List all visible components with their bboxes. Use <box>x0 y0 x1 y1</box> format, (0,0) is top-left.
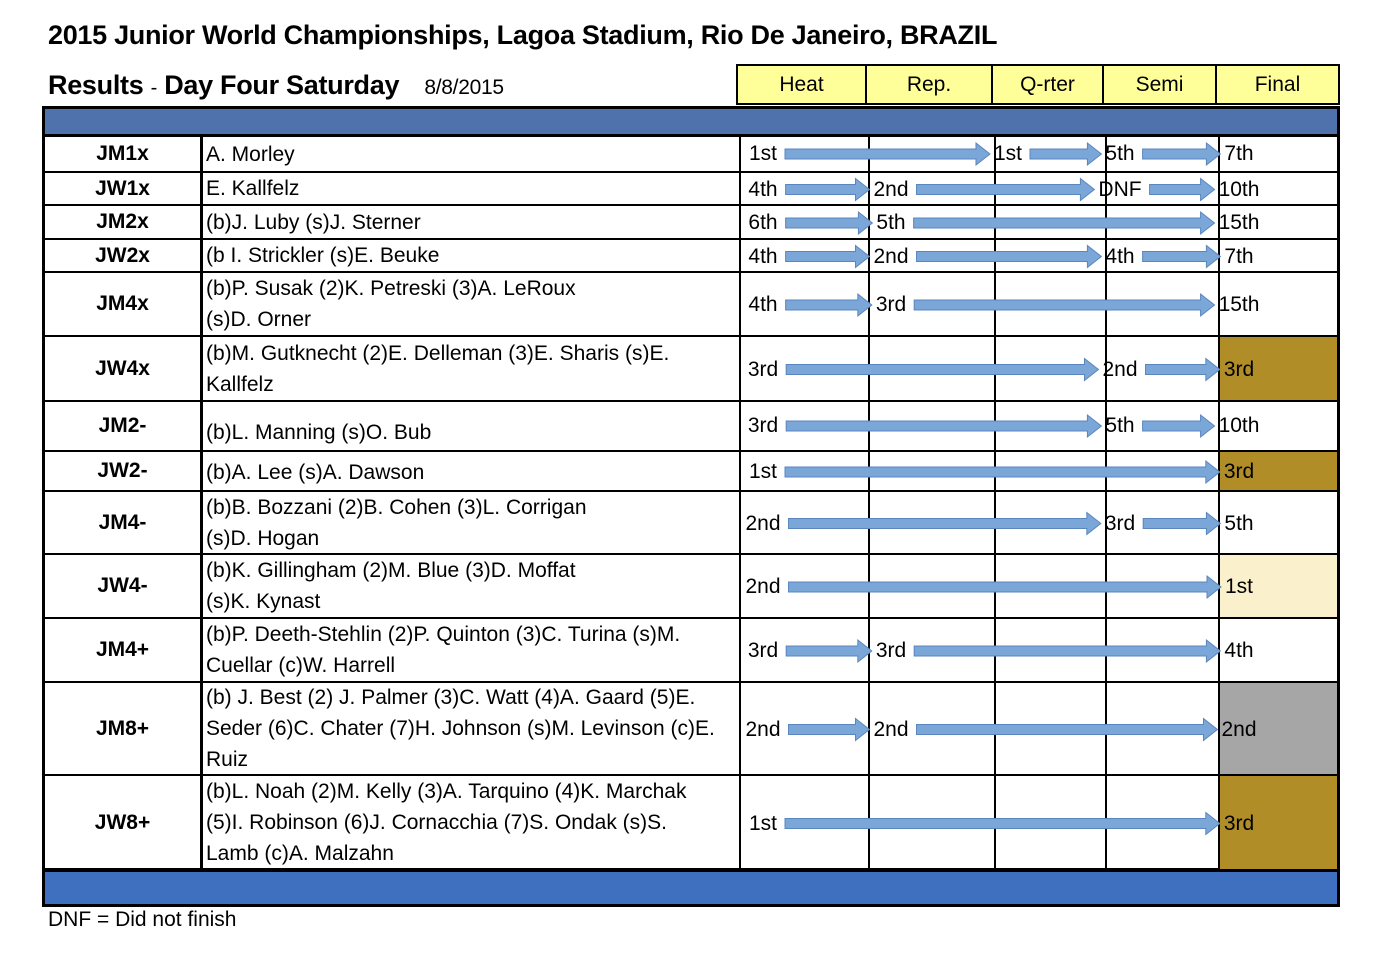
event-code: JW4- <box>97 574 148 597</box>
final-result: 3rd <box>1223 460 1255 483</box>
rep-cell <box>868 776 994 869</box>
crew-line: (b) J. Best (2) J. Palmer (3)C. Watt (4)A. Gaard (5)E. <box>206 686 696 709</box>
table-row <box>45 204 1337 238</box>
event-code: JM2- <box>98 414 147 437</box>
crew-line: (s)D. Orner <box>206 308 311 331</box>
crew-cell <box>200 273 739 335</box>
table-row <box>45 681 1337 774</box>
table-row <box>45 450 1337 490</box>
rep-cell <box>868 137 994 171</box>
table-row <box>45 137 1337 171</box>
crew-cell <box>200 683 739 774</box>
crew-line: Ruiz <box>206 748 249 771</box>
rep-result: 3rd <box>875 639 907 662</box>
final-result: 3rd <box>1223 811 1255 835</box>
table-row <box>45 774 1337 869</box>
crew-cell <box>200 206 739 238</box>
rep-cell <box>868 402 994 450</box>
crew-line: (b I. Strickler (s)E. Beuke <box>206 244 440 267</box>
final-result: 3rd <box>1223 357 1255 381</box>
crew-line: Seder (6)C. Chater (7)H. Johnson (s)M. Levinson (c)E. <box>206 717 715 740</box>
final-result: 15th <box>1218 211 1260 234</box>
crew-line: (b)J. Luby (s)J. Sterner <box>206 210 421 234</box>
qrter-cell <box>994 683 1105 774</box>
subtitle-date: 8/8/2015 <box>424 76 504 99</box>
final-result: 1st <box>1224 575 1254 598</box>
semi-result: 3rd <box>1104 511 1136 535</box>
heat-result: 3rd <box>747 357 779 381</box>
qrter-cell <box>994 273 1105 335</box>
crew-line: (b)L. Noah (2)M. Kelly (3)A. Tarquino (4)K. Marchak <box>206 780 687 803</box>
qrter-cell <box>994 452 1105 490</box>
crew-line: Cuellar (c)W. Harrell <box>206 654 396 677</box>
rep-result: 3rd <box>875 293 907 316</box>
table-row <box>45 617 1337 681</box>
qrter-result: 1st <box>993 142 1023 165</box>
crew-cell <box>200 452 739 490</box>
rep-cell <box>868 555 994 617</box>
table-row <box>45 490 1337 553</box>
table-row <box>45 335 1337 400</box>
heat-result: 2nd <box>745 511 781 535</box>
bottom-band <box>42 869 1340 907</box>
crew-line: (b)M. Gutknecht (2)E. Delleman (3)E. Sharis (s)E. <box>206 341 670 365</box>
crew-line: (b)B. Bozzani (2)B. Cohen (3)L. Corrigan <box>206 495 587 519</box>
crew-cell <box>200 337 739 400</box>
crew-line: (5)I. Robinson (6)J. Cornacchia (7)S. Ondak (s)S. <box>206 811 667 834</box>
final-result: 5th <box>1224 511 1254 535</box>
event-code: JM4x <box>96 292 149 315</box>
rep-cell <box>868 492 994 553</box>
crew-line: A. Morley <box>206 142 295 166</box>
heat-result: 4th <box>748 244 778 268</box>
crew-line: (b)P. Susak (2)K. Petreski (3)A. LeRoux <box>206 277 576 300</box>
semi-result: DNF <box>1098 177 1142 201</box>
table-row <box>45 553 1337 617</box>
crew-cell <box>200 619 739 681</box>
crew-cell <box>200 492 739 553</box>
semi-cell <box>1105 273 1218 335</box>
column-header-qrter: Q-rter <box>991 64 1104 105</box>
rep-result: 2nd <box>873 717 909 741</box>
semi-cell <box>1105 619 1218 681</box>
page-subtitle <box>48 70 504 101</box>
table-row <box>45 238 1337 271</box>
qrter-cell <box>994 492 1105 553</box>
rep-result: 5th <box>876 211 906 234</box>
crew-line: (b)A. Lee (s)A. Dawson <box>206 461 425 484</box>
semi-result: 5th <box>1105 414 1135 437</box>
crew-line: Lamb (c)A. Malzahn <box>206 842 394 865</box>
crew-line: (s)D. Hogan <box>206 526 320 550</box>
crew-line: (b)L. Manning (s)O. Bub <box>206 421 432 444</box>
heat-result: 3rd <box>747 639 779 662</box>
final-result: 10th <box>1218 177 1260 201</box>
rep-result: 2nd <box>873 177 909 201</box>
qrter-cell <box>994 240 1105 271</box>
final-result: 15th <box>1218 293 1260 316</box>
semi-cell <box>1105 776 1218 869</box>
heat-result: 1st <box>748 460 778 483</box>
subtitle-day: Day Four Saturday <box>164 70 400 100</box>
subtitle-separator: - <box>150 77 158 99</box>
heat-result: 2nd <box>745 575 781 598</box>
crew-cell <box>200 137 739 171</box>
final-result: 7th <box>1224 244 1254 268</box>
event-code: JW4x <box>95 356 150 380</box>
crew-cell <box>200 402 739 450</box>
final-result: 4th <box>1224 639 1254 662</box>
semi-cell <box>1105 452 1218 490</box>
event-code: JW2x <box>95 243 150 267</box>
column-header-semi: Semi <box>1102 64 1217 105</box>
semi-result: 5th <box>1105 142 1135 165</box>
event-code: JW1x <box>95 176 150 200</box>
subtitle-lead: Results <box>48 70 144 100</box>
semi-cell <box>1105 206 1218 238</box>
footnote: DNF = Did not finish <box>48 908 237 931</box>
qrter-cell <box>994 206 1105 238</box>
event-code: JW2- <box>97 459 148 482</box>
page-title: 2015 Junior World Championships, Lagoa Stadium, Rio De Janeiro, BRAZIL <box>48 20 998 50</box>
rep-cell <box>868 452 994 490</box>
top-band <box>42 106 1340 137</box>
event-code: JM8+ <box>95 716 150 740</box>
crew-cell <box>200 776 739 869</box>
crew-cell <box>200 240 739 271</box>
event-code: JW8+ <box>94 810 151 834</box>
column-header-heat: Heat <box>736 64 867 105</box>
crew-cell <box>200 173 739 204</box>
rep-result: 2nd <box>873 244 909 268</box>
qrter-cell <box>994 555 1105 617</box>
heat-result: 1st <box>748 811 778 835</box>
crew-line: (b)P. Deeth-Stehlin (2)P. Quinton (3)C. Turina (s)M. <box>206 623 681 646</box>
heat-result: 2nd <box>745 717 781 741</box>
table-row <box>45 271 1337 335</box>
heat-result: 4th <box>748 293 778 316</box>
semi-result: 2nd <box>1102 357 1138 381</box>
event-code: JM1x <box>96 142 149 165</box>
final-result: 10th <box>1218 414 1260 437</box>
qrter-cell <box>994 619 1105 681</box>
column-header-final: Final <box>1215 64 1340 105</box>
qrter-cell <box>994 776 1105 869</box>
final-result: 7th <box>1224 142 1254 165</box>
crew-line: Kallfelz <box>206 372 274 396</box>
crew-line: (b)K. Gillingham (2)M. Blue (3)D. Moffat <box>206 559 576 582</box>
qrter-cell <box>994 173 1105 204</box>
table-row <box>45 171 1337 204</box>
results-table <box>42 134 1340 871</box>
column-header-rep: Rep. <box>865 64 993 105</box>
crew-line: E. Kallfelz <box>206 177 300 200</box>
heat-result: 3rd <box>747 414 779 437</box>
qrter-cell <box>994 337 1105 400</box>
semi-cell <box>1105 555 1218 617</box>
final-result: 2nd <box>1221 717 1257 741</box>
event-code: JM2x <box>96 210 149 233</box>
rep-cell <box>868 337 994 400</box>
event-code: JM4- <box>98 510 147 534</box>
semi-result: 4th <box>1105 244 1135 268</box>
heat-result: 4th <box>748 177 778 201</box>
heat-result: 6th <box>748 211 778 234</box>
table-row <box>45 400 1337 450</box>
crew-cell <box>200 555 739 617</box>
qrter-cell <box>994 402 1105 450</box>
heat-result: 1st <box>748 142 778 165</box>
semi-cell <box>1105 683 1218 774</box>
event-code: JM4+ <box>95 638 150 661</box>
crew-line: (s)K. Kynast <box>206 590 321 613</box>
